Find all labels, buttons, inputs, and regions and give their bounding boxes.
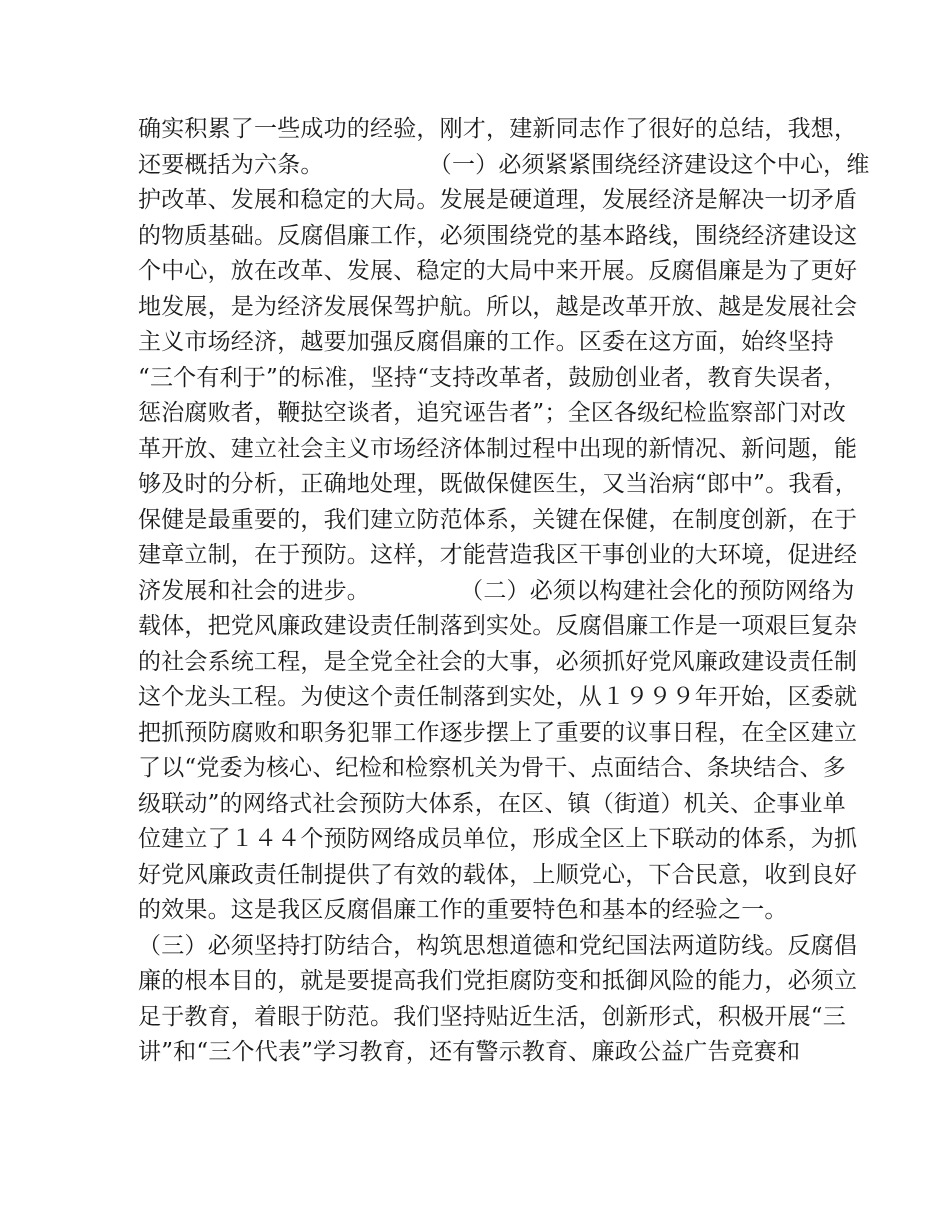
text-line: 济发展和社会的进步。 （二）必须以构建社会化的预防网络为 (138, 577, 855, 604)
text-line: 惩治腐败者，鞭挞空谈者，追究诬告者”；全区各级纪检监察部门对改 (138, 400, 846, 426)
text-line: 够及时的分析，正确地处理，既做保健医生，又当治病“郎中”。我看， (138, 471, 858, 497)
text-line: 好党风廉政责任制提供了有效的载体，上顺党心，下合民意，收到良好 (138, 861, 858, 888)
text-line: “三个有利于”的标准，坚持“支持改革者，鼓励创业者，教育失误者， (138, 364, 847, 391)
text-line: 这个龙头工程。为使这个责任制落到实处，从１９９９年开始，区委就 (138, 684, 858, 710)
text-line: 讲”和“三个代表”学习教育，还有警示教育、廉政公益广告竞赛和 (138, 1039, 801, 1065)
text-line: 地发展，是为经济发展保驾护航。所以，越是改革开放、越是发展社会 (138, 293, 858, 320)
body-text (138, 112, 870, 1071)
text-line: 确实积累了一些成功的经验，刚才，建新同志作了很好的总结，我想， (138, 116, 858, 142)
text-line: 的社会系统工程，是全党全社会的大事，必须抓好党风廉政建设责任制 (138, 648, 858, 675)
text-line: 位建立了１４４个预防网络成员单位，形成全区上下联动的体系，为抓 (138, 826, 858, 852)
text-line: 足于教育，着眼于防范。我们坚持贴近生活，创新形式，积极开展“三 (138, 1003, 846, 1030)
text-line: 的效果。这是我区反腐倡廉工作的重要特色和基本的经验之一。 (138, 897, 788, 923)
text-line: 了以“党委为核心、纪检和检察机关为骨干、点面结合、条块结合、多 (138, 755, 846, 781)
text-line: （三）必须坚持打防结合，构筑思想道德和党纪国法两道防线。反腐倡 (138, 932, 858, 959)
text-line: 革开放、建立社会主义市场经济体制过程中出现的新情况、新问题，能 (138, 435, 858, 462)
text-line: 载体，把党风廉政建设责任制落到实处。反腐倡廉工作是一项艰巨复杂 (138, 613, 858, 639)
text-line: 把抓预防腐败和职务犯罪工作逐步摆上了重要的议事日程，在全区建立 (138, 719, 858, 746)
text-line: 建章立制，在于预防。这样，才能营造我区干事创业的大环境，促进经 (138, 542, 858, 568)
text-line: 护改革、发展和稳定的大局。发展是硬道理，发展经济是解决一切矛盾 (138, 187, 858, 213)
text-line: 廉的根本目的，就是要提高我们党拒腐防变和抵御风险的能力，必须立 (138, 968, 858, 994)
text-line: 的物质基础。反腐倡廉工作，必须围绕党的基本路线，围绕经济建设这 (138, 222, 858, 249)
text-line: 个中心，放在改革、发展、稳定的大局中来开展。反腐倡廉是为了更好 (138, 258, 858, 284)
text-line: 保健是最重要的，我们建立防范体系，关键在保健，在制度创新，在于 (138, 506, 858, 533)
text-line: 还要概括为六条。 （一）必须紧紧围绕经济建设这个中心，维 (138, 151, 870, 178)
text-line: 级联动”的网络式社会预防大体系，在区、镇（街道）机关、企事业单 (138, 790, 846, 817)
text-line: 主义市场经济，越要加强反腐倡廉的工作。区委在这方面，始终坚持 (138, 329, 834, 355)
